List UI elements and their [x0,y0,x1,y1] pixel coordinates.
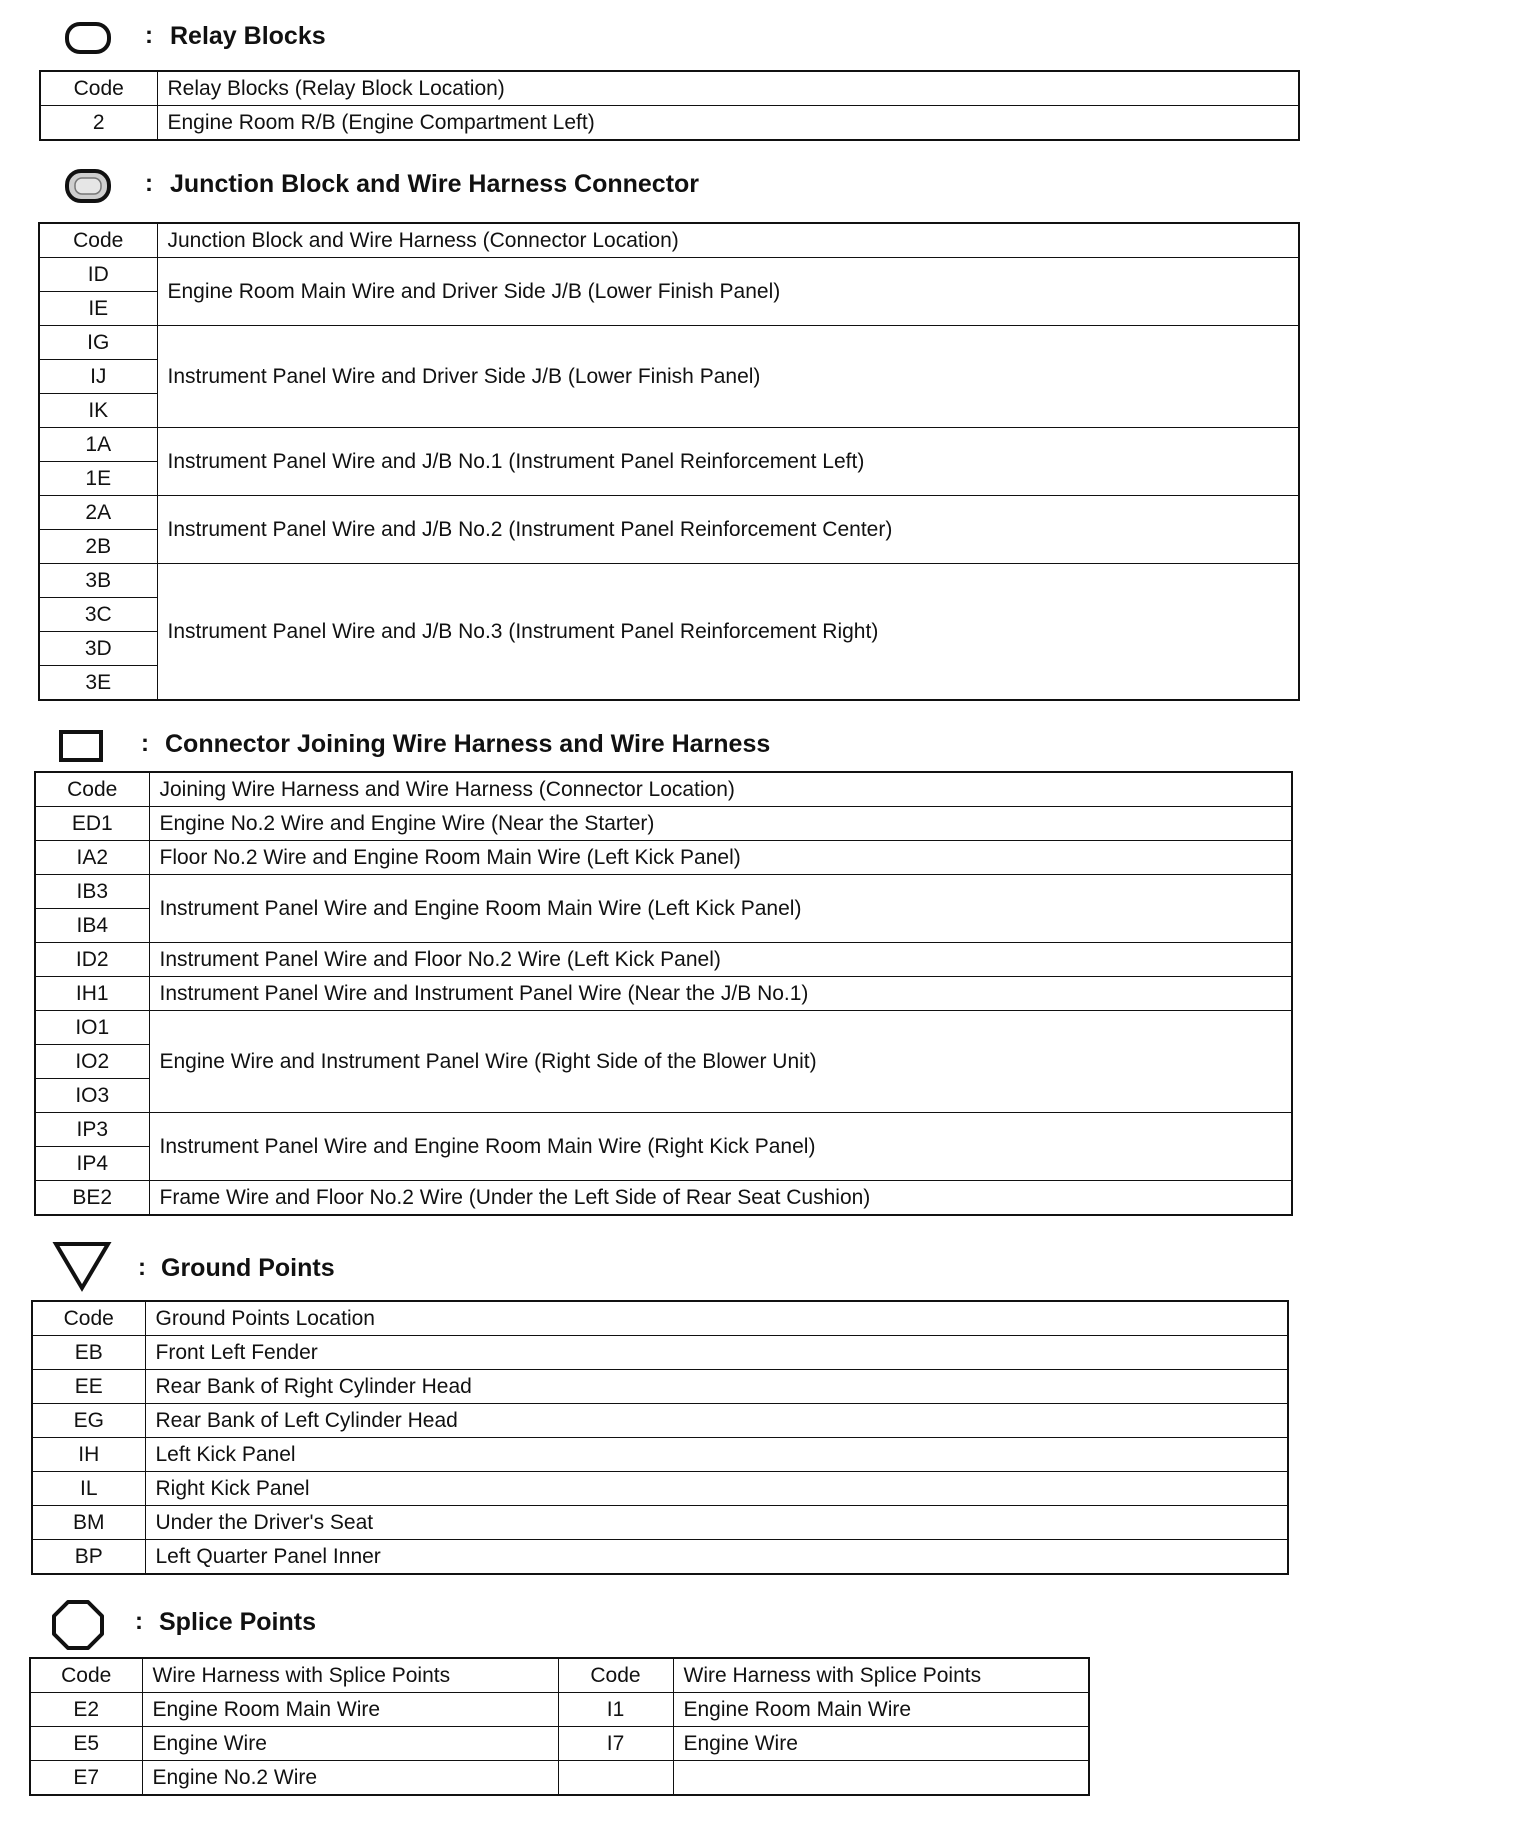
triangle-down-icon [52,1240,112,1292]
wire-harness-cell [673,1761,1089,1796]
ground-points-heading [0,1238,1400,1282]
code-cell: 2A [39,496,157,530]
code-cell: BM [32,1506,145,1540]
code-cell: BE2 [35,1181,149,1216]
code-cell: E2 [30,1693,142,1727]
location-cell: Instrument Panel Wire and J/B No.2 (Instrument Panel Reinforcement Center) [157,496,1299,564]
table-header-row [30,1658,1089,1693]
code-cell: 1E [39,462,157,496]
square-icon [58,729,104,763]
table-row [35,841,1292,875]
splice-points-heading [0,1596,1400,1640]
table-row [32,1472,1288,1506]
splice-points-table [29,1657,1090,1796]
location-cell: Rear Bank of Right Cylinder Head [145,1370,1288,1404]
location-cell: Frame Wire and Floor No.2 Wire (Under the Left Side of Rear Seat Cushion) [149,1181,1292,1216]
location-cell: Engine Wire and Instrument Panel Wire (Right Side of the Blower Unit) [149,1011,1292,1113]
relay-blocks-table [39,70,1300,141]
location-header: Ground Points Location [145,1301,1288,1336]
code-cell: 3D [39,632,157,666]
table-row [39,496,1299,530]
location-cell: Engine Room Main Wire and Driver Side J/B (Lower Finish Panel) [157,258,1299,326]
octagon-icon [50,1598,106,1652]
location-cell: Rear Bank of Left Cylinder Head [145,1404,1288,1438]
table-header-row [39,223,1299,258]
table-row [35,875,1292,909]
table-row [35,807,1292,841]
location-cell: Left Kick Panel [145,1438,1288,1472]
wire-harness-cell: Engine No.2 Wire [142,1761,558,1796]
code-cell: IE [39,292,157,326]
code-header: Code [35,772,149,807]
code-cell: IH1 [35,977,149,1011]
code-cell: ID2 [35,943,149,977]
wire-harness-cell: Engine Room Main Wire [673,1693,1089,1727]
code-header: Code [32,1301,145,1336]
code-cell: EB [32,1336,145,1370]
table-row [39,428,1299,462]
code-header: Code [39,223,157,258]
code-cell: IK [39,394,157,428]
location-cell: Instrument Panel Wire and Engine Room Main Wire (Right Kick Panel) [149,1113,1292,1181]
code-cell: 2B [39,530,157,564]
code-cell: IB3 [35,875,149,909]
table-row [30,1693,1089,1727]
code-cell: IO1 [35,1011,149,1045]
junction-block-table [38,222,1300,701]
table-row [40,106,1299,141]
code-cell: 2 [40,106,157,141]
connector-joining-heading [0,726,1400,770]
table-row [39,258,1299,292]
code-cell: EG [32,1404,145,1438]
location-cell: Front Left Fender [145,1336,1288,1370]
table-row [32,1540,1288,1575]
table-row [35,977,1292,1011]
location-cell: Floor No.2 Wire and Engine Room Main Wire (Left Kick Panel) [149,841,1292,875]
section-title: Splice Points [159,1608,316,1636]
code-cell: IJ [39,360,157,394]
wire-harness-header: Wire Harness with Splice Points [142,1658,558,1693]
code-cell: IO2 [35,1045,149,1079]
code-cell: E7 [30,1761,142,1796]
relay-blocks-heading [0,18,1400,62]
code-cell: 3E [39,666,157,701]
section-title: Relay Blocks [170,22,326,50]
code-cell: ID [39,258,157,292]
code-header: Code [40,71,157,106]
code-cell: BP [32,1540,145,1575]
code-cell: I1 [558,1693,673,1727]
table-row [39,326,1299,360]
location-cell: Engine Room R/B (Engine Compartment Left) [157,106,1299,141]
code-cell [558,1761,673,1796]
section-title: Junction Block and Wire Harness Connector [170,170,700,198]
code-header: Code [558,1658,673,1693]
heading-colon: : [145,170,153,197]
wire-harness-cell: Engine Wire [673,1727,1089,1761]
connector-joining-table [34,771,1293,1216]
location-cell: Instrument Panel Wire and Instrument Panel Wire (Near the J/B No.1) [149,977,1292,1011]
code-cell: ED1 [35,807,149,841]
code-cell: 1A [39,428,157,462]
location-cell: Instrument Panel Wire and J/B No.3 (Instrument Panel Reinforcement Right) [157,564,1299,701]
wire-harness-header: Wire Harness with Splice Points [673,1658,1089,1693]
location-header: Relay Blocks (Relay Block Location) [157,71,1299,106]
location-cell: Engine No.2 Wire and Engine Wire (Near the Starter) [149,807,1292,841]
table-row [32,1404,1288,1438]
code-cell: EE [32,1370,145,1404]
table-row [35,943,1292,977]
table-header-row [35,772,1292,807]
code-cell: 3C [39,598,157,632]
heading-colon: : [138,1254,146,1281]
code-cell: E5 [30,1727,142,1761]
table-row [39,564,1299,598]
table-row [30,1727,1089,1761]
table-row [30,1761,1089,1796]
heading-colon: : [135,1608,143,1635]
code-cell: I7 [558,1727,673,1761]
table-row [35,1113,1292,1147]
code-cell: IG [39,326,157,360]
section-title: Connector Joining Wire Harness and Wire Harness [165,730,771,758]
ground-points-table [31,1300,1289,1575]
location-header: Junction Block and Wire Harness (Connector Location) [157,223,1299,258]
location-header: Joining Wire Harness and Wire Harness (Connector Location) [149,772,1292,807]
code-cell: IH [32,1438,145,1472]
table-row [32,1506,1288,1540]
location-cell: Right Kick Panel [145,1472,1288,1506]
code-cell: 3B [39,564,157,598]
code-header: Code [30,1658,142,1693]
table-row [32,1370,1288,1404]
location-cell: Left Quarter Panel Inner [145,1540,1288,1575]
location-cell: Under the Driver's Seat [145,1506,1288,1540]
code-cell: IP3 [35,1113,149,1147]
heading-colon: : [145,22,153,49]
table-row [35,1011,1292,1045]
table-row [35,1181,1292,1216]
shaded-rounded-rect-icon [64,168,112,204]
section-title: Ground Points [161,1254,335,1282]
code-cell: IA2 [35,841,149,875]
table-row [32,1438,1288,1472]
junction-block-heading [0,165,1400,209]
code-cell: IP4 [35,1147,149,1181]
rounded-rect-icon [64,21,112,55]
location-cell: Instrument Panel Wire and J/B No.1 (Instrument Panel Reinforcement Left) [157,428,1299,496]
location-cell: Instrument Panel Wire and Floor No.2 Wire (Left Kick Panel) [149,943,1292,977]
wire-harness-cell: Engine Wire [142,1727,558,1761]
wire-harness-cell: Engine Room Main Wire [142,1693,558,1727]
code-cell: IL [32,1472,145,1506]
code-cell: IB4 [35,909,149,943]
table-header-row [32,1301,1288,1336]
table-header-row [40,71,1299,106]
heading-colon: : [141,730,149,757]
code-cell: IO3 [35,1079,149,1113]
location-cell: Instrument Panel Wire and Driver Side J/B (Lower Finish Panel) [157,326,1299,428]
table-row [32,1336,1288,1370]
location-cell: Instrument Panel Wire and Engine Room Main Wire (Left Kick Panel) [149,875,1292,943]
